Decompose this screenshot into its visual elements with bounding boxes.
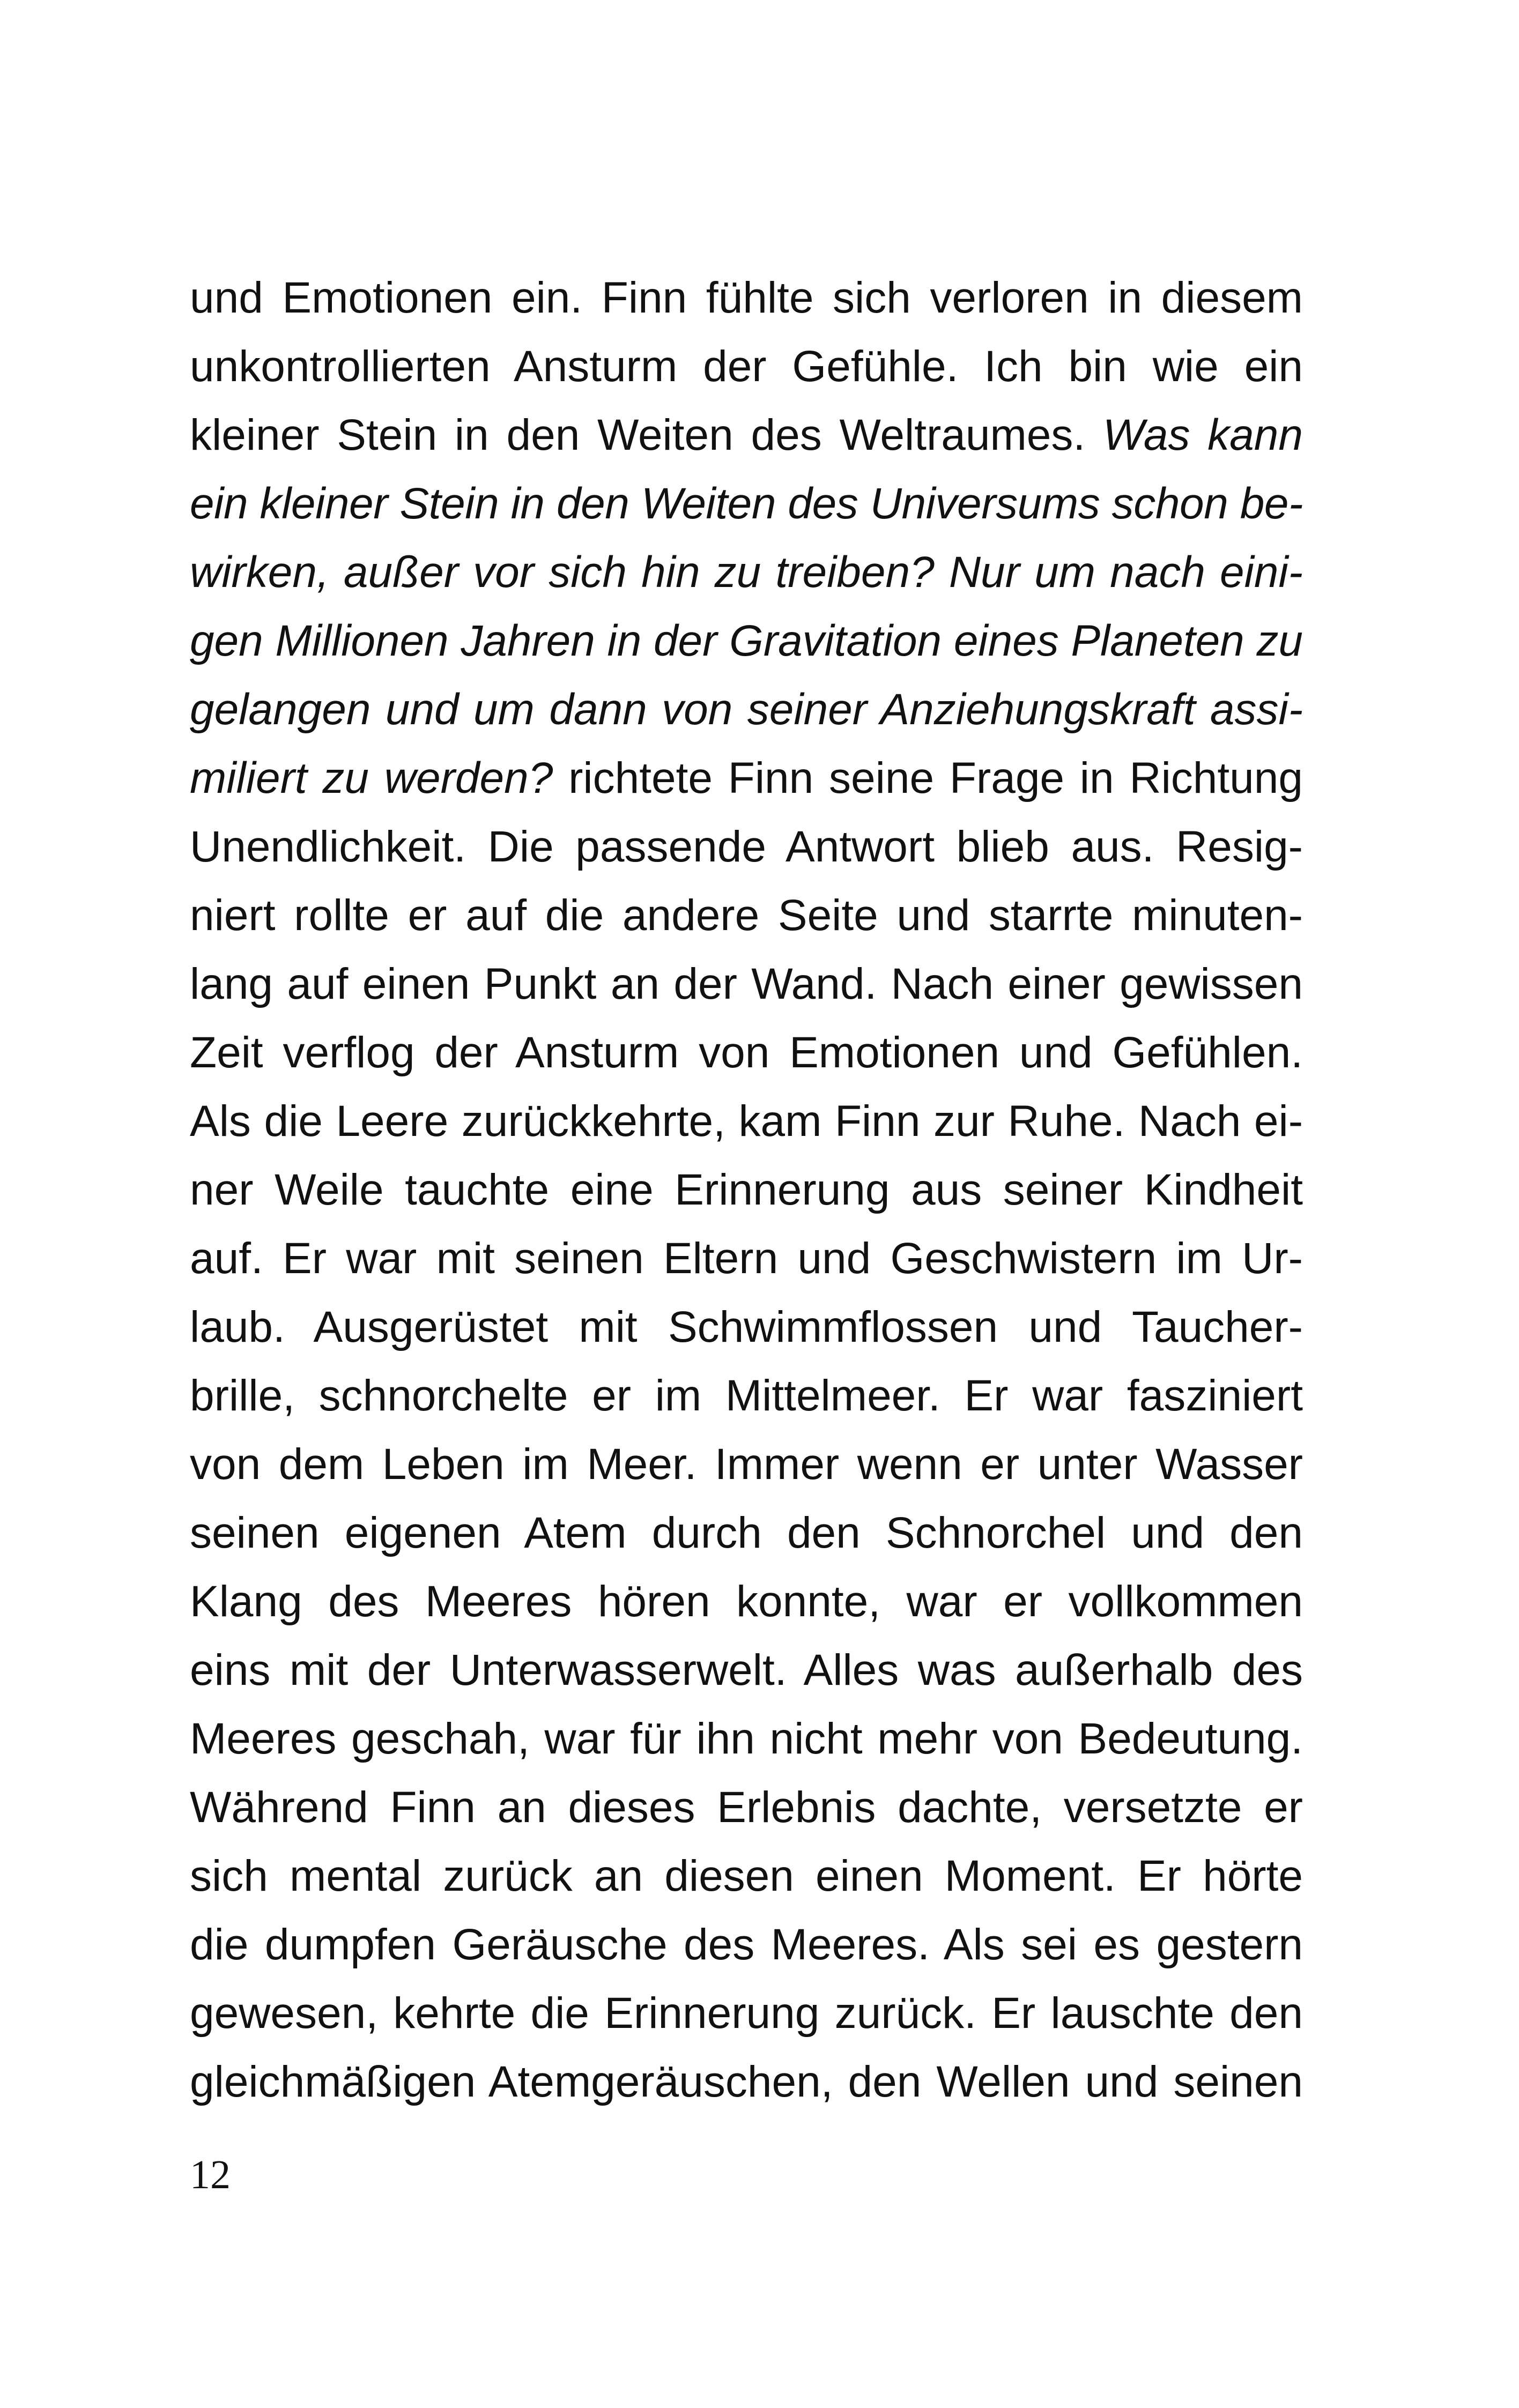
text-line (190, 1705, 1303, 1773)
text-segment: Als die Leere zurückkehrte, kam Finn zur Ruhe. Nach ei- (190, 1097, 1303, 1146)
text-segment: niert rollte er auf die andere Seite und starrte minuten- (190, 891, 1303, 940)
text-line (190, 675, 1303, 744)
text-line (190, 264, 1303, 332)
text-line (190, 401, 1303, 470)
text-segment: brille, schnorchelte er im Mittelmeer. Er war fasziniert (190, 1371, 1303, 1420)
text-segment: und Emotionen ein. Finn fühlte sich verloren in diesem (190, 273, 1303, 322)
text-segment: Klang des Meeres hören konnte, war er vollkommen (190, 1577, 1303, 1626)
text-line (190, 1019, 1303, 1087)
text-segment: Während Finn an dieses Erlebnis dachte, versetzte er (190, 1783, 1303, 1832)
italic-text: Was kann (1102, 411, 1303, 459)
text-line (190, 470, 1303, 538)
text-line (190, 813, 1303, 881)
text-segment: von dem Leben im Meer. Immer wenn er unter Wasser (190, 1440, 1303, 1489)
text-segment: die dumpfen Geräusche des Meeres. Als sei es gestern (190, 1920, 1303, 1969)
text-line (190, 950, 1303, 1019)
italic-text: wirken, außer vor sich hin zu treiben? Nur um nach eini- (190, 548, 1303, 597)
text-segment: sich mental zurück an diesen einen Moment. Er hörte (190, 1852, 1303, 1900)
text-line (190, 1636, 1303, 1705)
body-text (190, 264, 1303, 2116)
italic-text: gen Millionen Jahren in der Gravitation eines Planeten zu (190, 616, 1303, 665)
text-line (190, 607, 1303, 675)
text-line (190, 1224, 1303, 1293)
page-number: 12 (190, 2152, 231, 2197)
text-line (190, 1362, 1303, 1430)
text-segment: kleiner Stein in den Weiten des Weltraumes. (190, 411, 1103, 459)
text-line (190, 1156, 1303, 1224)
italic-text: gelangen und um dann von seiner Anziehungskraft assi- (190, 685, 1303, 734)
text-segment: Zeit verflog der Ansturm von Emotionen und Gefühlen. (190, 1028, 1303, 1077)
text-segment: gewesen, kehrte die Erinnerung zurück. Er lauschte den (190, 1989, 1303, 2038)
text-line (190, 881, 1303, 950)
text-segment: Unendlichkeit. Die passende Antwort blieb aus. Resig- (190, 822, 1303, 871)
text-segment: gleichmäßigen Atemgeräuschen, den Wellen und seinen (190, 2057, 1303, 2106)
text-line (190, 1911, 1303, 1979)
text-segment: Meeres geschah, war für ihn nicht mehr von Bedeutung. (190, 1714, 1303, 1763)
text-segment: laub. Ausgerüstet mit Schwimmflossen und Taucher- (190, 1303, 1303, 1351)
text-line (190, 1773, 1303, 1842)
text-segment: unkontrollierten Ansturm der Gefühle. Ich bin wie ein (190, 342, 1303, 391)
text-segment: eins mit der Unterwasserwelt. Alles was außerhalb des (190, 1646, 1303, 1694)
text-line (190, 1842, 1303, 1911)
text-line (190, 1430, 1303, 1499)
text-line (190, 1087, 1303, 1156)
text-line (190, 1293, 1303, 1362)
text-line (190, 332, 1303, 401)
text-line (190, 744, 1303, 813)
text-line (190, 1499, 1303, 1567)
text-segment: auf. Er war mit seinen Eltern und Geschwistern im Ur- (190, 1234, 1303, 1283)
italic-text: ein kleiner Stein in den Weiten des Universums schon be- (190, 479, 1303, 528)
text-line (190, 2048, 1303, 2116)
text-line (190, 538, 1303, 607)
text-segment: lang auf einen Punkt an der Wand. Nach einer gewissen (190, 960, 1303, 1008)
text-segment: ner Weile tauchte eine Erinnerung aus seiner Kindheit (190, 1165, 1303, 1214)
text-segment: richtete Finn seine Frage in Richtung (553, 754, 1303, 802)
text-segment: seinen eigenen Atem durch den Schnorchel und den (190, 1508, 1303, 1557)
text-line (190, 1979, 1303, 2048)
italic-text: miliert zu werden? (190, 754, 553, 802)
text-line (190, 1567, 1303, 1636)
